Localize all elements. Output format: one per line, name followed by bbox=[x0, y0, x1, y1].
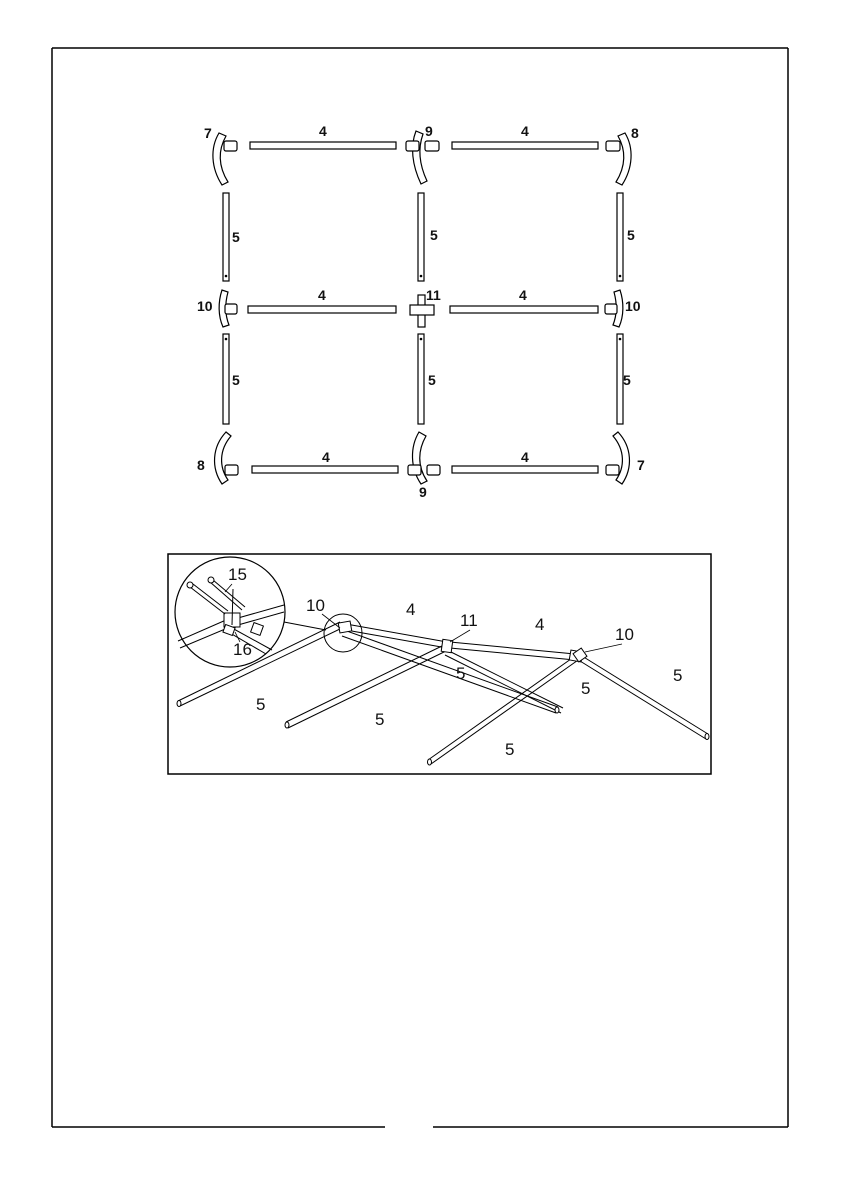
assembly-label: 15 bbox=[228, 565, 247, 584]
horizontal-pole bbox=[452, 142, 598, 149]
assembly-label: 5 bbox=[456, 664, 466, 683]
part-label: 5 bbox=[430, 227, 438, 243]
horizontal-pole bbox=[248, 306, 396, 313]
assembly-label: 16 bbox=[233, 640, 252, 659]
part-label: 9 bbox=[425, 123, 433, 139]
vertical-pole bbox=[223, 334, 229, 424]
parts-layout-diagram bbox=[197, 123, 645, 500]
part-label: 5 bbox=[623, 372, 631, 388]
part-label: 11 bbox=[426, 287, 441, 303]
part-label: 5 bbox=[428, 372, 436, 388]
vertical-pole bbox=[418, 193, 424, 281]
assembly-label: 11 bbox=[460, 611, 478, 630]
assembly-label: 5 bbox=[505, 740, 515, 759]
part-label: 4 bbox=[319, 123, 327, 139]
vertical-pole bbox=[418, 334, 424, 424]
side-connector bbox=[219, 290, 237, 327]
part-label: 4 bbox=[521, 123, 529, 139]
assembly-label: 5 bbox=[673, 666, 683, 685]
assembly-label: 4 bbox=[406, 600, 416, 619]
part-label: 8 bbox=[631, 125, 639, 141]
part-label: 4 bbox=[322, 449, 330, 465]
part-label: 5 bbox=[232, 372, 240, 388]
part-label: 5 bbox=[232, 229, 240, 245]
assembly-label: 5 bbox=[375, 710, 385, 729]
vertical-pole bbox=[617, 193, 623, 281]
tee-connector bbox=[406, 131, 439, 184]
vertical-pole bbox=[223, 193, 229, 281]
corner-connector bbox=[213, 133, 237, 185]
part-label: 7 bbox=[637, 457, 645, 473]
corner-connector bbox=[606, 133, 631, 185]
horizontal-pole bbox=[450, 306, 598, 313]
part-label: 4 bbox=[521, 449, 529, 465]
part-label: 5 bbox=[627, 227, 635, 243]
part-label: 9 bbox=[419, 484, 427, 500]
part-label: 8 bbox=[197, 457, 205, 473]
assembly-label: 10 bbox=[615, 625, 634, 644]
tee-connector bbox=[408, 432, 440, 484]
assembly-diagram bbox=[168, 554, 711, 774]
part-label: 4 bbox=[519, 287, 527, 303]
horizontal-pole bbox=[250, 142, 396, 149]
horizontal-pole bbox=[452, 466, 598, 473]
part-label: 7 bbox=[204, 125, 212, 141]
assembly-label: 5 bbox=[256, 695, 266, 714]
corner-connector bbox=[215, 432, 238, 484]
horizontal-pole bbox=[252, 466, 398, 473]
assembly-label: 4 bbox=[535, 615, 545, 634]
part-label: 10 bbox=[197, 298, 213, 314]
part-label: 4 bbox=[318, 287, 326, 303]
assembly-label: 10 bbox=[306, 596, 325, 615]
side-connector bbox=[605, 290, 623, 327]
corner-connector bbox=[606, 432, 629, 484]
part-label: 10 bbox=[625, 298, 641, 314]
assembly-label: 5 bbox=[581, 679, 591, 698]
